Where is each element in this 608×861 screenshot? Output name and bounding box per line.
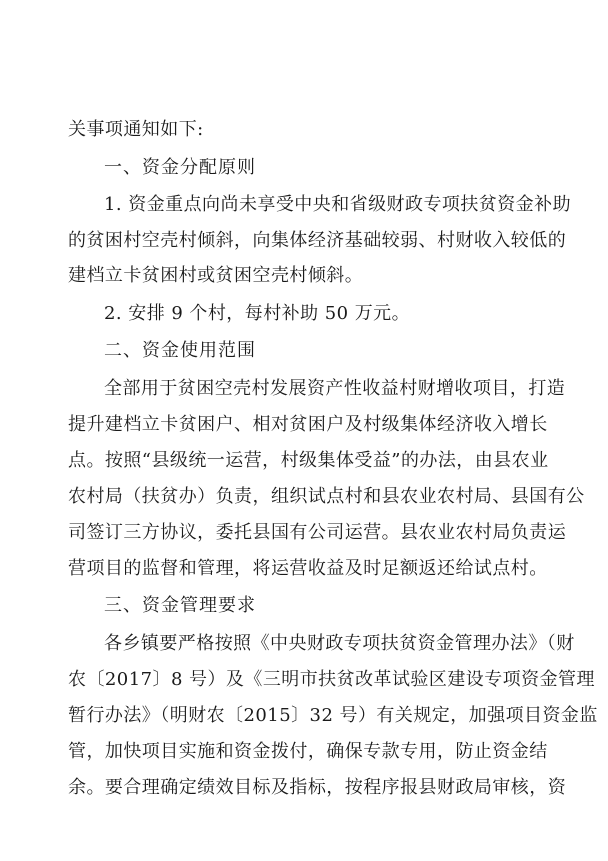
section-heading-2: 二、资金使用范围 bbox=[104, 340, 256, 361]
paragraph-4-line-4: 管，加快项目实施和资金拨付，确保专款专用，防止资金结 bbox=[68, 741, 548, 762]
section-heading-1: 一、资金分配原则 bbox=[104, 157, 256, 178]
paragraph-3-line-6: 营项目的监督和管理，将运营收益及时足额返还给试点村。 bbox=[68, 558, 548, 579]
paragraph-3-line-3: 点。按照“县级统一运营，村级集体受益”的办法，由县农业 bbox=[68, 450, 549, 471]
intro-line: 关事项通知如下: bbox=[68, 119, 204, 140]
paragraph-4-line-1: 各乡镇要严格按照《中央财政专项扶贫资金管理办法》（财 bbox=[104, 633, 575, 654]
section-heading-3: 三、资金管理要求 bbox=[104, 595, 256, 616]
paragraph-4-line-2: 农〔2017〕8 号）及《三明市扶贫改革试验区建设专项资金管理 bbox=[68, 669, 595, 690]
paragraph-4-line-5: 余。要合理确定绩效目标及指标，按程序报县财政局审核，资 bbox=[68, 777, 567, 798]
paragraph-3-line-5: 司签订三方协议，委托县国有公司运营。县农业农村局负责运 bbox=[68, 522, 567, 543]
paragraph-1-line-2: 的贫困村空壳村倾斜，向集体经济基础较弱、村财收入较低的 bbox=[68, 230, 567, 251]
paragraph-4-line-3: 暂行办法》（明财农〔2015〕32 号）有关规定，加强项目资金监 bbox=[68, 705, 598, 726]
paragraph-3-line-4: 农村局（扶贫办）负责，组织试点村和县农业农村局、县国有公 bbox=[68, 486, 585, 507]
paragraph-3-line-1: 全部用于贫困空壳村发展资产性收益村财增收项目，打造 bbox=[104, 378, 566, 399]
paragraph-3-line-2: 提升建档立卡贫困户、相对贫困户及村级集体经济收入增长 bbox=[68, 414, 548, 435]
paragraph-1-line-3: 建档立卡贫困村或贫困空壳村倾斜。 bbox=[68, 265, 364, 286]
paragraph-2-line-1: 2. 安排 9 个村，每村补助 50 万元。 bbox=[104, 303, 411, 324]
paragraph-1-line-1: 1. 资金重点向尚未享受中央和省级财政专项扶贫资金补助 bbox=[104, 194, 572, 215]
